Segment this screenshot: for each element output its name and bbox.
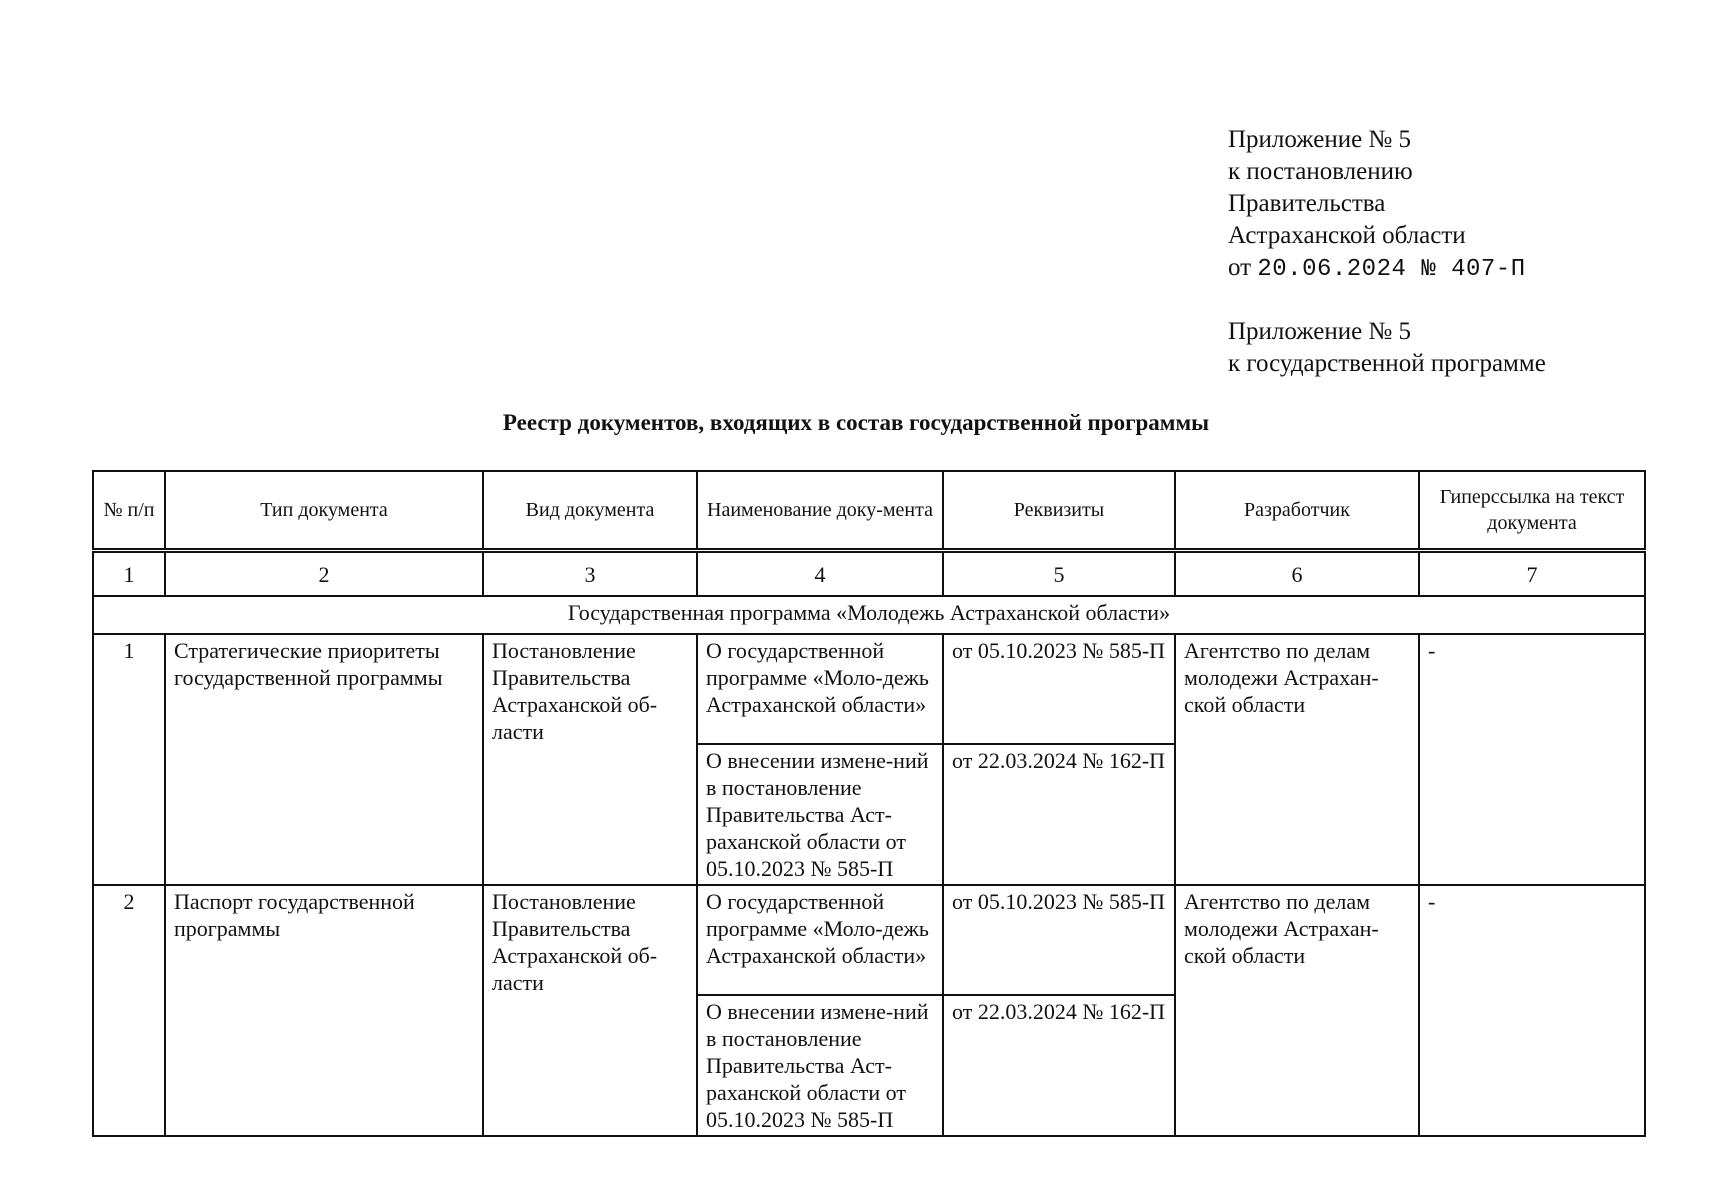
registry-table	[92, 470, 1646, 1137]
table-row	[93, 885, 1645, 995]
column-numbers-row	[93, 551, 1645, 597]
section-title: Государственная программа «Молодежь Астраханской области»	[93, 596, 1645, 634]
document-type: Паспорт государственной программы	[165, 885, 483, 1136]
header-type: Тип документа	[165, 471, 483, 551]
header-link: Гиперссылка на текст документа	[1419, 471, 1645, 551]
approval-line: Приложение № 5	[1228, 126, 1412, 153]
column-number: 3	[483, 551, 697, 597]
document-requisites: от 05.10.2023 № 585-П	[943, 885, 1175, 995]
document-name: О внесении измене-ний в постановление Правительства Аст-раханской области от 05.10.2023 № 585-П	[697, 995, 943, 1136]
row-number: 1	[93, 634, 165, 885]
registry-title: Реестр документов, входящих в состав государственной программы	[502, 410, 1210, 435]
column-number: 7	[1419, 551, 1645, 597]
document-developer: Агентство по делам молодежи Астрахан-ской области	[1175, 885, 1419, 1136]
header-row	[93, 471, 1645, 551]
column-number: 2	[165, 551, 483, 597]
table-row	[93, 634, 1645, 744]
column-number: 4	[697, 551, 943, 597]
header-num: № п/п	[93, 471, 165, 551]
header-requisites: Реквизиты	[943, 471, 1175, 551]
column-number: 6	[1175, 551, 1419, 597]
document-developer: Агентство по делам молодежи Астрахан-ской области	[1175, 634, 1419, 885]
approval-line: к постановлению	[1228, 158, 1413, 185]
approval-block	[1228, 124, 1526, 286]
program-appendix-block	[1228, 316, 1546, 380]
header-kind: Вид документа	[483, 471, 697, 551]
document-link: -	[1419, 634, 1645, 885]
document-name: О государственной программе «Моло-дежь Астраханской области»	[697, 885, 943, 995]
document-requisites: от 22.03.2024 № 162-П	[943, 744, 1175, 885]
appendix-line: к государственной программе	[1228, 350, 1546, 377]
column-number: 1	[93, 551, 165, 597]
document-type: Стратегические приоритеты государственной программы	[165, 634, 483, 885]
approval-line: Астраханской области	[1228, 222, 1466, 249]
appendix-line: Приложение № 5	[1228, 318, 1412, 345]
document-link: -	[1419, 885, 1645, 1136]
approval-date-value: 20.06.2024 № 407-П	[1257, 256, 1526, 283]
header-name: Наименование доку-мента	[697, 471, 943, 551]
document-kind: Постановление Правительства Астраханской об-ласти	[483, 885, 697, 1136]
document-kind: Постановление Правительства Астраханской об-ласти	[483, 634, 697, 885]
approval-date-line	[1228, 252, 1526, 286]
section-row	[93, 596, 1645, 634]
document-name: О государственной программе «Моло-дежь Астраханской области»	[697, 634, 943, 744]
document-requisites: от 05.10.2023 № 585-П	[943, 634, 1175, 744]
document-requisites: от 22.03.2024 № 162-П	[943, 995, 1175, 1136]
row-number: 2	[93, 885, 165, 1136]
column-number: 5	[943, 551, 1175, 597]
approval-line: Правительства	[1228, 190, 1386, 217]
approval-date-prefix: от	[1228, 254, 1252, 281]
header-developer: Разработчик	[1175, 471, 1419, 551]
document-name: О внесении измене-ний в постановление Правительства Аст-раханской области от 05.10.2023 № 585-П	[697, 744, 943, 885]
